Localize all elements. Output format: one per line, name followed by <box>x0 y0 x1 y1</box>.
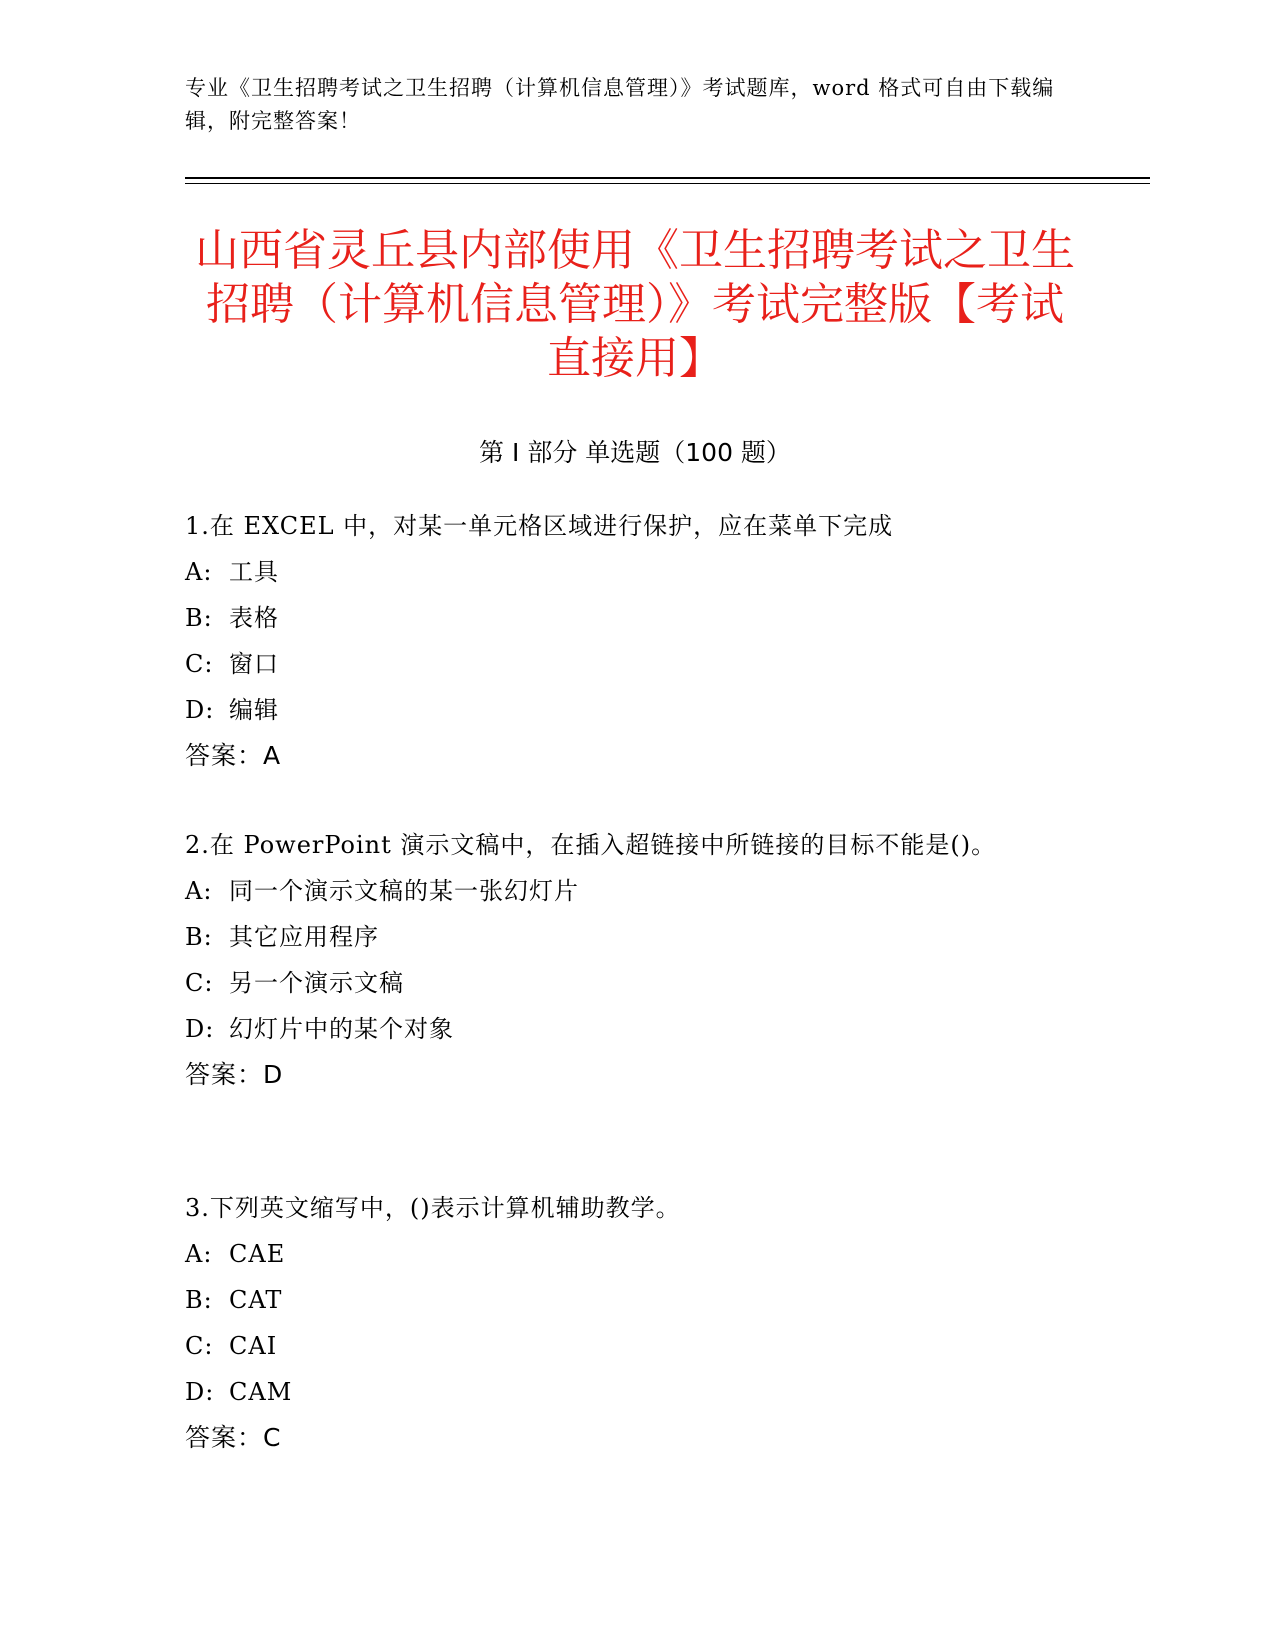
option-letter: B: <box>185 1286 213 1314</box>
question-3 <box>185 1185 1085 1461</box>
option-b <box>185 595 1085 641</box>
question-stem: 1.在 EXCEL 中，对某一单元格区域进行保护，应在菜单下完成 <box>185 512 894 540</box>
option-text: 工具 <box>229 558 279 586</box>
option-text: CAT <box>229 1286 283 1314</box>
option-letter: A: <box>185 877 213 905</box>
section-heading: 第 I 部分 单选题（100 题） <box>479 438 791 467</box>
option-text: CAM <box>229 1378 293 1406</box>
option-letter: C: <box>185 969 214 997</box>
option-letter: D: <box>185 1378 215 1406</box>
option-text: CAI <box>229 1332 278 1360</box>
option-letter: B: <box>185 923 213 951</box>
answer: 答案：D <box>185 1060 284 1089</box>
option-c <box>185 1323 1085 1369</box>
option-c <box>185 641 1085 687</box>
option-letter: C: <box>185 650 214 678</box>
question-1 <box>185 503 1085 779</box>
header-note: 专业《卫生招聘考试之卫生招聘（计算机信息管理）》考试题库，word 格式可自由下载编辑，附完整答案！ <box>185 76 1055 133</box>
option-text: 另一个演示文稿 <box>229 969 404 997</box>
option-letter: A: <box>185 1240 213 1268</box>
option-a <box>185 549 1085 595</box>
option-d <box>185 687 1085 733</box>
option-text: 窗口 <box>229 650 279 678</box>
option-text: CAE <box>229 1240 286 1268</box>
option-d <box>185 1006 1085 1052</box>
question-stem: 3.下列英文缩写中，()表示计算机辅助教学。 <box>185 1194 681 1222</box>
header-rule-thick <box>185 177 1150 179</box>
document-title: 山西省灵丘县内部使用《卫生招聘考试之卫生招聘（计算机信息管理）》考试完整版【考试直接用】 <box>195 225 1075 384</box>
option-letter: B: <box>185 604 213 632</box>
answer: 答案：A <box>185 741 282 770</box>
header-rule-thin <box>185 183 1150 184</box>
option-text: 其它应用程序 <box>229 923 379 951</box>
answer: 答案：C <box>185 1423 282 1452</box>
option-d <box>185 1369 1085 1415</box>
question-stem: 2.在 PowerPoint 演示文稿中，在插入超链接中所链接的目标不能是()。 <box>185 831 997 859</box>
option-letter: C: <box>185 1332 214 1360</box>
option-text: 同一个演示文稿的某一张幻灯片 <box>229 877 579 905</box>
option-text: 幻灯片中的某个对象 <box>229 1015 454 1043</box>
option-b <box>185 914 1085 960</box>
option-letter: D: <box>185 696 215 724</box>
option-a <box>185 1231 1085 1277</box>
option-letter: A: <box>185 558 213 586</box>
option-b <box>185 1277 1085 1323</box>
option-letter: D: <box>185 1015 215 1043</box>
option-c <box>185 960 1085 1006</box>
option-text: 编辑 <box>229 696 279 724</box>
option-text: 表格 <box>229 604 279 632</box>
option-a <box>185 868 1085 914</box>
question-2 <box>185 822 1085 1098</box>
